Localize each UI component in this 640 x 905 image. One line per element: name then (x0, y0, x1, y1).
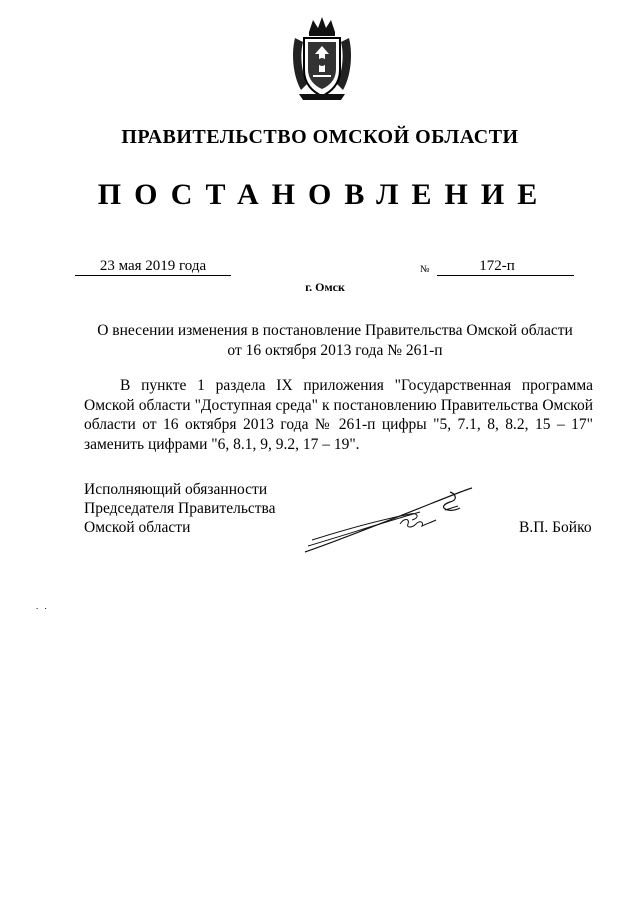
signatory-position-line-1: Исполняющий обязанности (84, 481, 268, 498)
document-number: 172-п (479, 258, 515, 274)
signatory-position-line-2: Председателя Правительства (84, 500, 276, 517)
organization-title: ПРАВИТЕЛЬСТВО ОМСКОЙ ОБЛАСТИ (121, 126, 519, 148)
coat-of-arms-icon (287, 14, 357, 104)
page-marks: . . (36, 601, 49, 611)
document-type-title: ПОСТАНОВЛЕНИЕ (97, 178, 551, 211)
subject-line-2: от 16 октября 2013 года № 261-п (227, 342, 443, 359)
city: г. Омск (305, 280, 345, 294)
document-date: 23 мая 2019 года (99, 258, 207, 274)
subject-line-1: О внесении изменения в постановление Правительства Омской области (97, 322, 573, 339)
number-mark: № (420, 264, 430, 275)
signatory-position-line-3: Омской области (84, 519, 191, 536)
signer-name: В.П. Бойко (519, 519, 592, 536)
handwritten-signature (300, 480, 480, 560)
body-paragraph: В пункте 1 раздела IX приложения "Государственная программа Омской области "Доступная среда" к постановлению Правительства Омской области от 16 октября 2013 года № 261-п цифры "5, 7.1, 8, 8.2, 15 – 17" заменить цифрами "6, 8.1, 9, 9.2, 17 – 19". (84, 377, 593, 453)
